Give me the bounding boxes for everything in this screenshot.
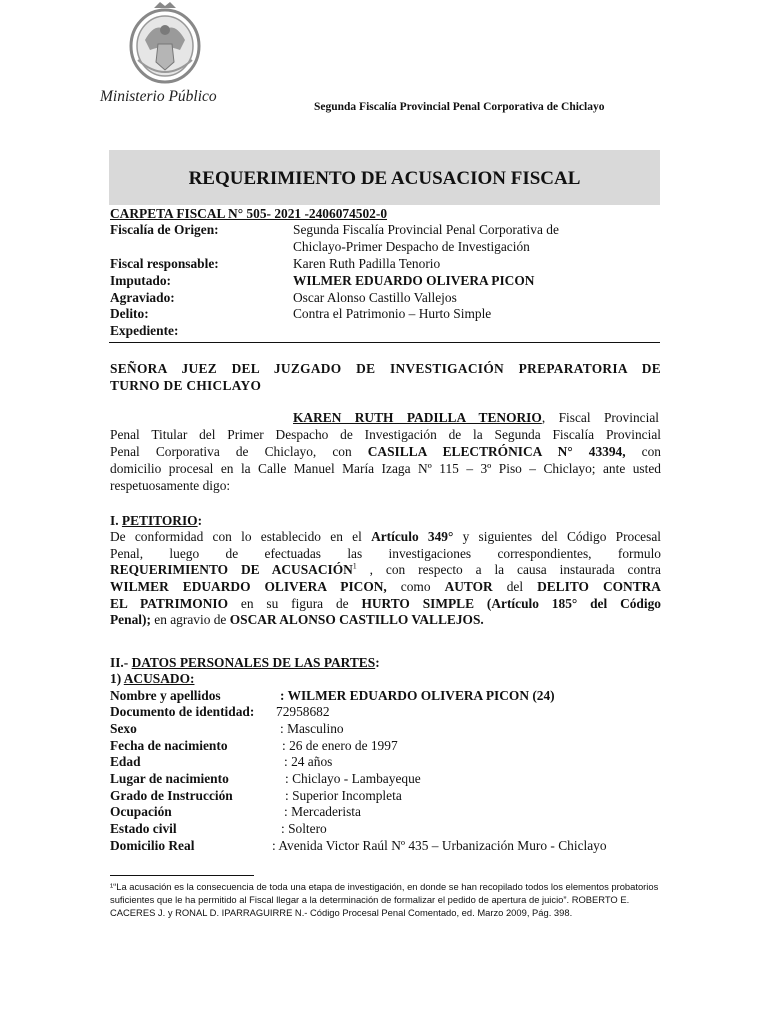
case-value-fiscalia: Segunda Fiscalía Provincial Penal Corporativa de xyxy=(293,222,559,237)
document-title: REQUERIMIENTO DE ACUSACION FISCAL xyxy=(188,168,581,189)
intro-line-4: domicilio procesal en la Calle Manuel María Izaga Nº 115 – 3º Piso – Chiclayo; ante usted xyxy=(110,461,661,476)
datos-heading: II.- DATOS PERSONALES DE LAS PARTES: xyxy=(110,655,380,670)
label-lugar: Lugar de nacimiento xyxy=(110,771,229,786)
footnote-line-2: suficientes que le ha permitido al Fiscal llegar a la determinación de formalizar el pedido de apertura de juicio”. ROBERTO E. xyxy=(110,894,630,905)
value-fecha: : 26 de enero de 1997 xyxy=(282,738,398,753)
case-label-imputado: Imputado: xyxy=(110,273,172,288)
case-divider xyxy=(109,342,660,343)
label-documento: Documento de identidad: xyxy=(110,704,255,719)
carpeta-fiscal: CARPETA FISCAL N° 505- 2021 -2406074502-0 xyxy=(110,206,388,221)
value-domicilio: : Avenida Victor Raúl Nº 435 – Urbanización Muro - Chiclayo xyxy=(272,838,607,853)
label-estado-civil: Estado civil xyxy=(110,821,177,836)
case-label-delito: Delito: xyxy=(110,306,149,321)
label-fecha: Fecha de nacimiento xyxy=(110,738,228,753)
case-label-fiscalia: Fiscalía de Origen: xyxy=(110,222,219,237)
label-nombre: Nombre y apellidos xyxy=(110,688,221,703)
fiscal-name: KAREN RUTH PADILLA TENORIO xyxy=(293,410,542,425)
case-label-agraviado: Agraviado: xyxy=(110,290,175,305)
label-edad: Edad xyxy=(110,754,141,769)
footnote-separator xyxy=(110,875,254,876)
petitorio-heading: I. PETITORIO: xyxy=(110,513,203,528)
petitorio-line-4: WILMER EDUARDO OLIVERA PICON, como AUTOR del DELITO CONTRA xyxy=(110,579,661,594)
label-grado: Grado de Instrucción xyxy=(110,788,233,803)
footnote-line-3: CACERES J. y RONAL D. IPARRAGUIRRE N.- Código Procesal Penal Comentado, ed. Marzo 2009, Pág. 398. xyxy=(110,907,573,918)
addressee-line-2: TURNO DE CHICLAYO xyxy=(110,378,262,393)
case-value-delito: Contra el Patrimonio – Hurto Simple xyxy=(293,306,492,321)
value-ocupacion: : Mercaderista xyxy=(284,804,361,819)
value-estado-civil: : Soltero xyxy=(281,821,327,836)
case-label-expediente: Expediente: xyxy=(110,323,179,338)
case-value-fiscalia-2: Chiclayo-Primer Despacho de Investigación xyxy=(293,239,530,254)
petitorio-line-5: EL PATRIMONIO en su figura de HURTO SIMPLE (Artículo 185° del Código xyxy=(110,596,661,611)
label-sexo: Sexo xyxy=(110,721,137,736)
intro-line-3: Penal Corporativa de Chiclayo, con CASILLA ELECTRÓNICA N° 43394, con xyxy=(110,444,661,459)
addressee-line-1: SEÑORA JUEZ DEL JUZGADO DE INVESTIGACIÓN PREPARATORIA DE xyxy=(110,361,661,376)
petitorio-line-1: De conformidad con lo establecido en el Artículo 349° y siguientes del Código Procesal xyxy=(110,529,662,544)
footnote-ref: 1 xyxy=(352,561,357,571)
ministerio-publico-seal-icon xyxy=(120,0,210,88)
value-edad: : 24 años xyxy=(284,754,333,769)
label-domicilio: Domicilio Real xyxy=(110,838,195,853)
office-heading: Segunda Fiscalía Provincial Penal Corporativa de Chiclayo xyxy=(314,101,605,113)
ministerio-publico-logo-text: Ministerio Público xyxy=(100,88,217,105)
case-label-fiscal: Fiscal responsable: xyxy=(110,256,219,271)
case-value-agraviado: Oscar Alonso Castillo Vallejos xyxy=(293,290,457,305)
acusado-subheading: 1) ACUSADO: xyxy=(110,671,195,686)
petitorio-line-3: REQUERIMIENTO DE ACUSACIÓN$^1$ , con respecto a la causa instaurada contra xyxy=(110,561,661,577)
value-lugar: : Chiclayo - Lambayeque xyxy=(285,771,421,786)
intro-line-2: Penal Titular del Primer Despacho de Investigación de la Segunda Fiscalía Provincial xyxy=(110,427,661,442)
case-value-fiscal: Karen Ruth Padilla Tenorio xyxy=(293,256,441,271)
petitorio-line-2: Penal, luego de efectuadas las investigaciones correspondientes, formulo xyxy=(110,546,661,561)
label-ocupacion: Ocupación xyxy=(110,804,172,819)
petitorio-line-6: Penal); en agravio de OSCAR ALONSO CASTILLO VALLEJOS. xyxy=(110,612,484,627)
value-grado: : Superior Incompleta xyxy=(285,788,402,803)
value-nombre: : WILMER EDUARDO OLIVERA PICON (24) xyxy=(280,688,555,703)
intro-line-5: respetuosamente digo: xyxy=(110,478,231,493)
value-sexo: : Masculino xyxy=(280,721,344,736)
footnote-line-1: ¹“La acusación es la consecuencia de toda una etapa de investigación, en donde se han recopilado todos los elementos probatorios xyxy=(110,881,659,892)
value-documento: 72958682 xyxy=(276,704,330,719)
casilla-electronica: CASILLA ELECTRÓNICA N° 43394, xyxy=(367,444,626,459)
case-value-imputado: WILMER EDUARDO OLIVERA PICON xyxy=(293,273,535,288)
intro-line-1: KAREN RUTH PADILLA TENORIO, Fiscal Provincial xyxy=(293,410,660,425)
